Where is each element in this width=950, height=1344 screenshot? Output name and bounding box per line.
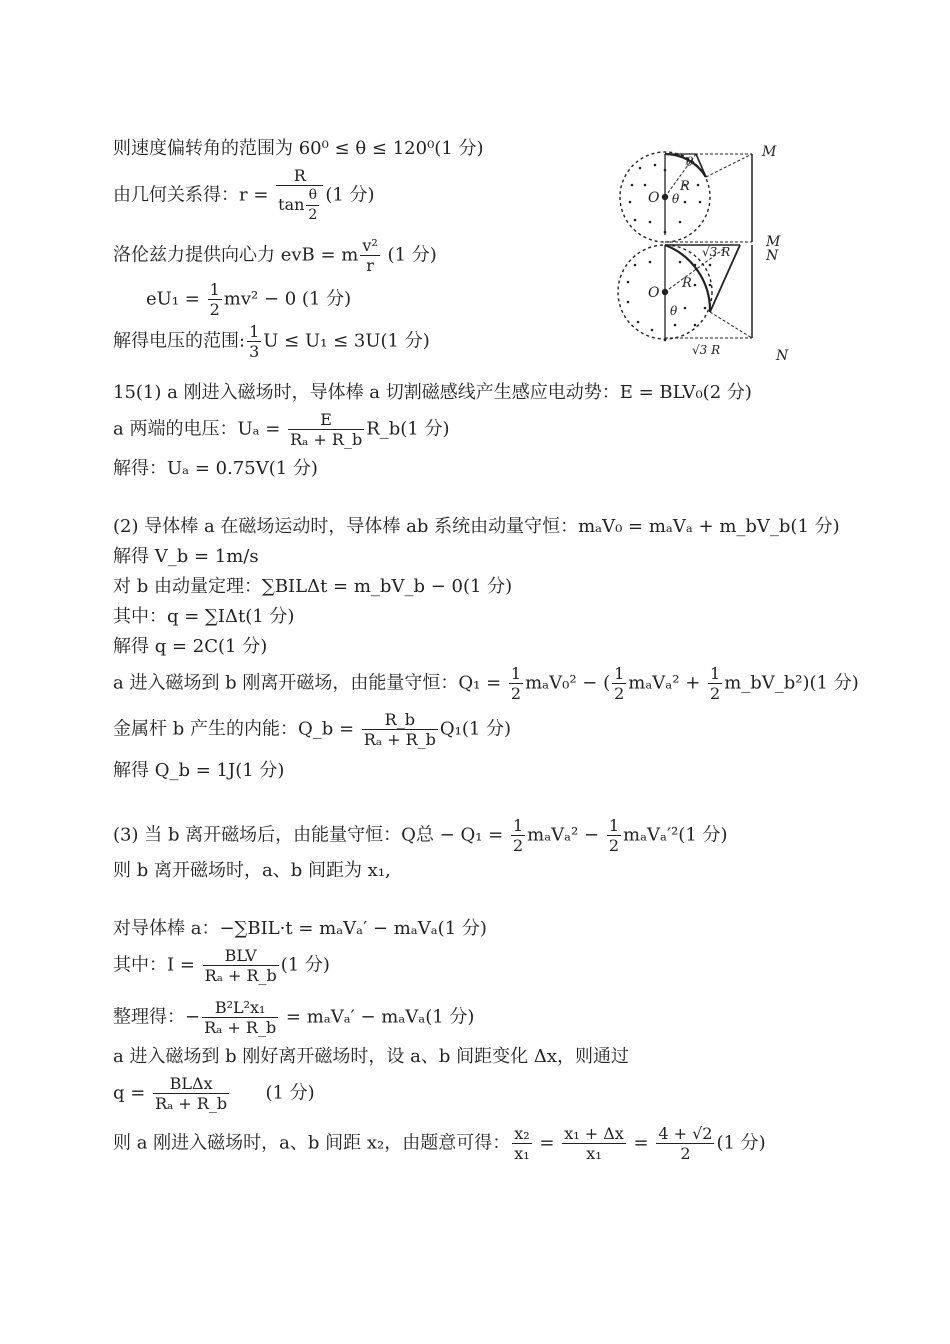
numerator: θ [306,186,319,206]
numerator: 1 [209,280,220,299]
s15-p3-line-q [113,1074,315,1113]
denominator: 2 [608,836,620,855]
text: m_bV_b²)(1 分) [724,672,859,694]
text: mₐVₐ² − [527,824,605,846]
s15-p2-line-charge-def: 其中：q = ∑IΔt(1 分) [113,606,295,627]
s14-line-lorentz [113,236,437,275]
fraction-r [276,166,323,225]
fraction-bldx [153,1074,229,1113]
denominator: 2 [209,300,220,319]
fraction-x2-x1 [512,1124,531,1163]
numerator: R [276,166,323,186]
label-O-top: O [648,190,660,206]
text: 解得电压的范围: [113,330,246,352]
text: eU₁ = [146,288,206,310]
s15-p2-line-momentum: (2) 导体棒 a 在磁场运动时，导体棒 ab 系统由动量守恒：mₐV₀ = mₐVₐ + m_bV_b(1 分) [113,516,840,537]
text: Q₁(1 分) [439,718,512,740]
denominator: 2 [680,1144,691,1163]
numerator: 1 [614,664,625,683]
text: mₐVₐ² + [628,672,706,694]
s15-p1-line-emf: 15(1) a 刚进入磁场时，导体棒 a 切割磁感线产生感应电动势：E = BLV₀(2 分) [113,382,752,403]
denominator: Rₐ + R_b [204,1018,277,1037]
s15-p1-line-voltage [113,410,449,449]
fraction-e [288,410,364,449]
fraction-half [607,816,621,855]
numerator: 1 [510,664,522,683]
s15-p2-line-energy [113,664,859,703]
denominator: r [366,256,374,275]
fraction-b2l2x1 [202,998,278,1037]
equals: = [627,1132,655,1154]
s15-p2-line-qb: 解得 Q_b = 1J(1 分) [113,760,285,781]
fraction-half-theta [306,186,319,225]
s15-p3-line-rearranged [113,998,474,1037]
numerator: 1 [608,816,620,835]
denominator: 2 [510,684,522,703]
text: = mₐVₐ′ − mₐVₐ(1 分) [280,1006,475,1028]
magnetic-field-diagram [610,140,810,365]
denominator [276,186,323,225]
fraction-third [247,322,261,361]
text: mₐVₐ′²(1 分) [623,824,728,846]
fraction-half [612,664,626,703]
label-N-bottom: N [776,348,789,364]
label-theta-c: θ [670,304,678,318]
equals: = [533,1132,561,1154]
s15-p2-line-impulse: 对 b 由动量定理：∑BILΔt = m_bV_b − 0(1 分) [113,576,513,597]
text: (3) 当 b 离开磁场后，由能量守恒：Q总 − Q₁ = [113,824,509,846]
text: 由几何关系得：r = [113,184,275,206]
s15-p3-line-energy [113,816,728,855]
numerator: E [288,410,364,430]
text: 洛伦兹力提供向心力 evB = m [113,244,359,266]
s15-p2-line-charge: 解得 q = 2C(1 分) [113,636,268,657]
text: mv² − 0 (1 分) [223,288,352,310]
denominator: x₁ [586,1144,602,1163]
tan-text: tan [278,195,305,214]
label-O-bottom: O [648,285,660,301]
text: a 两端的电压：Uₐ = [113,418,287,440]
denominator: 2 [512,836,524,855]
fraction-half [509,664,523,703]
s14-line-energy [146,280,351,319]
label-R-top: R [680,179,690,194]
s15-p3-line-ratio [113,1124,766,1163]
s15-p3-line-impulse: 对导体棒 a：−∑BIL·t = mₐVₐ′ − mₐVₐ(1 分) [113,918,487,939]
s14-line-angle-range: 则速度偏转角的范围为 60⁰ ≤ θ ≤ 120⁰(1 分) [113,138,484,159]
numerator: BLV [203,946,279,966]
text: (1 分) [280,954,330,976]
fraction-blv [203,946,279,985]
denominator: Rₐ + R_b [363,730,436,749]
fraction-4root2-2 [656,1124,714,1163]
numerator: v² [362,236,378,255]
text: (1 分) [325,184,375,206]
label-root3R-bottom: √3 R [692,343,721,357]
label-R-bottom: R [682,276,692,291]
text: a 进入磁场到 b 刚离开磁场，由能量守恒：Q₁ = [113,672,507,694]
text: (1 分) [716,1132,766,1154]
text: 则 a 刚进入磁场时，a、b 间距 x₂，由题意可得： [113,1132,511,1154]
fraction-half [708,664,722,703]
label-M-mid: M [766,234,781,250]
text: (1 分) [381,244,437,266]
denominator: Rₐ + R_b [290,430,363,449]
s15-p3-line-distance: 则 b 离开磁场时，a、b 间距为 x₁, [113,860,391,881]
fraction-half [208,280,222,319]
numerator: 4 + √2 [658,1124,713,1143]
numerator: x₁ + Δx [564,1124,624,1143]
denominator: 2 [614,684,625,703]
label-root3R-top: √3 R [702,245,731,259]
numerator: 1 [249,322,260,341]
label-N-mid: N [766,248,779,264]
s14-line-geometry [113,166,375,225]
s15-p2-line-vb: 解得 V_b = 1m/s [113,546,259,567]
text: mₐV₀² − ( [525,672,611,694]
s15-p2-line-heat [113,710,511,749]
denominator: 3 [249,342,260,361]
text: (1 分) [231,1082,315,1104]
label-M-top: M [762,144,777,160]
numerator: R_b [362,710,438,730]
fraction-rb [362,710,438,749]
label-theta-a: θ [686,155,694,169]
text: R_b(1 分) [366,418,450,440]
denominator: Rₐ + R_b [204,966,277,985]
fraction-v2-r [360,236,379,275]
denominator: 2 [710,684,721,703]
numerator: B²L²x₁ [202,998,278,1018]
numerator: 1 [710,664,721,683]
denominator: 2 [308,207,318,223]
s15-p1-line-result: 解得：Uₐ = 0.75V(1 分) [113,458,318,479]
text: U ≤ U₁ ≤ 3U(1 分) [263,330,430,352]
text: 其中：I = [113,954,201,976]
numerator: 1 [512,816,524,835]
s15-p3-line-current [113,946,330,985]
text: 金属杆 b 产生的内能：Q_b = [113,718,360,740]
fraction-x1dx-x1 [562,1124,626,1163]
numerator: BLΔx [153,1074,229,1094]
denominator: Rₐ + R_b [155,1094,228,1113]
s15-p3-line-setup: a 进入磁场到 b 刚好离开磁场时，设 a、b 间距变化 Δx，则通过 [113,1046,629,1067]
text: 整理得：− [113,1006,201,1028]
text: q = [113,1082,152,1104]
bottom-field-region [618,245,752,341]
numerator: x₂ [514,1124,530,1143]
fraction-half [511,816,525,855]
label-theta-b: θ [672,192,680,206]
s14-line-voltage-range [113,322,430,361]
denominator: x₁ [514,1144,530,1163]
